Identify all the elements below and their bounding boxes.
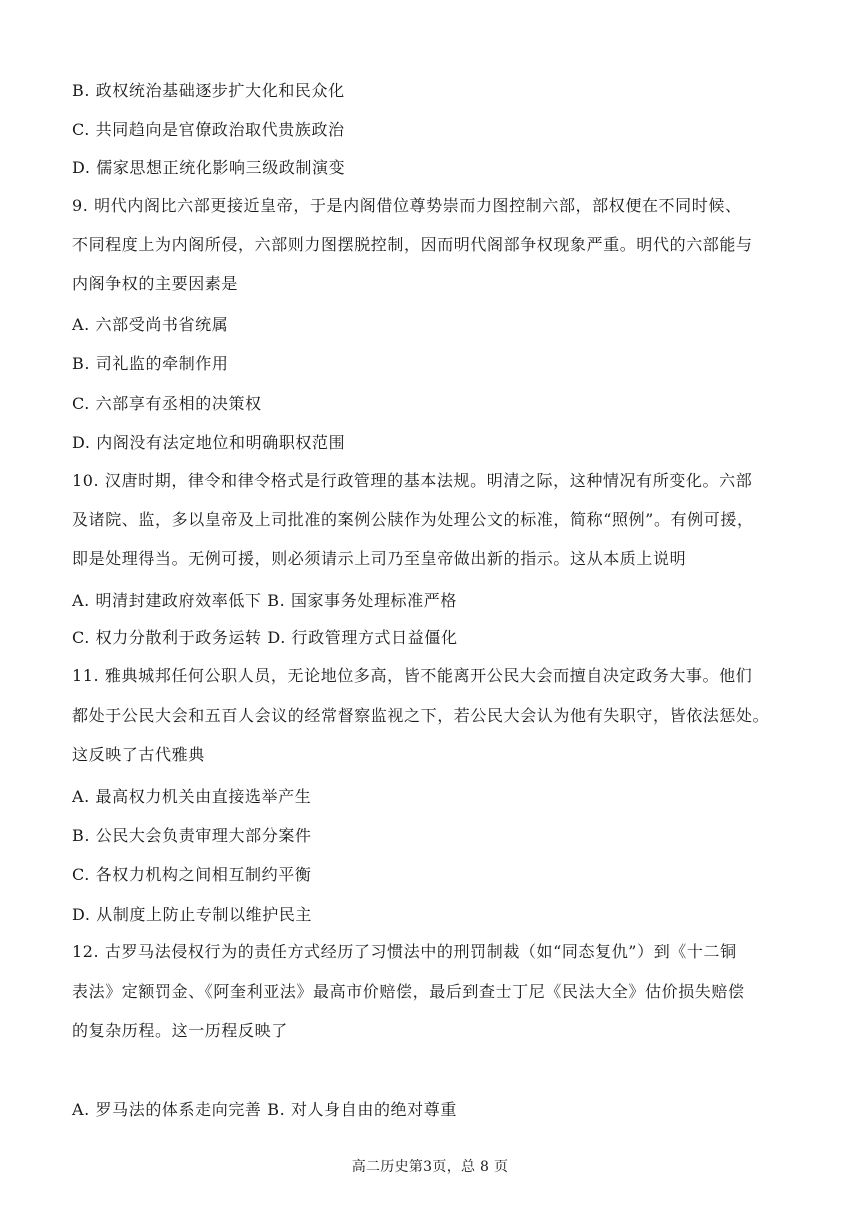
q10-stem-line-1: 10. 汉唐时期，律令和律令格式是行政管理的基本法规。明清之际，这种情况有所变化。六部 xyxy=(72,471,753,490)
q9-option-b: B. 司礼监的牵制作用 xyxy=(72,354,229,373)
q12-stem-line-1: 12. 古罗马法侵权行为的责任方式经历了习惯法中的刑罚制裁（如“同态复仇”）到《十二铜 xyxy=(72,942,737,961)
q11-option-d: D. 从制度上防止专制以维护民主 xyxy=(72,905,313,924)
q11-stem-line-1: 11. 雅典城邦任何公职人员，无论地位多高，皆不能离开公民大会而擅自决定政务大事。他们 xyxy=(72,666,753,685)
q11-option-b: B. 公民大会负责审理大部分案件 xyxy=(72,826,312,845)
q12-stem-line-2: 表法》定额罚金、《阿奎利亚法》最高市价赔偿，最后到查士丁尼《民法大全》估价损失赔偿 xyxy=(72,982,745,1001)
q10-options-ab: A. 明清封建政府效率低下 B. 国家事务处理标准严格 xyxy=(72,591,457,610)
q10-stem-line-3: 即是处理得当。无例可援，则必须请示上司乃至皇帝做出新的指示。这从本质上说明 xyxy=(72,549,687,568)
q12-stem-line-3: 的复杂历程。这一历程反映了 xyxy=(72,1021,288,1040)
q9-stem-line-1: 9. 明代内阁比六部更接近皇帝，于是内阁借位尊势崇而力图控制六部，部权便在不同时候、 xyxy=(72,196,742,215)
q12-options-ab: A. 罗马法的体系走向完善 B. 对人身自由的绝对尊重 xyxy=(72,1100,457,1119)
q11-option-c: C. 各权力机构之间相互制约平衡 xyxy=(72,865,312,884)
q9-stem-line-2: 不同程度上为内阁所侵，六部则力图摆脱控制，因而明代阁部争权现象严重。明代的六部能与 xyxy=(72,235,753,254)
q11-stem-line-3: 这反映了古代雅典 xyxy=(72,745,205,764)
q9-option-d: D. 内阁没有法定地位和明确职权范围 xyxy=(72,433,346,452)
q9-stem-line-3: 内阁争权的主要因素是 xyxy=(72,274,239,293)
q8-option-c: C. 共同趋向是官僚政治取代贵族政治 xyxy=(72,120,345,139)
q8-option-d: D. 儒家思想正统化影响三级政制演变 xyxy=(72,158,346,177)
q10-stem-line-2: 及诸院、监，多以皇帝及上司批准的案例公牍作为处理公文的标准，简称“照例”。有例可援， xyxy=(72,510,754,529)
page-footer: 高二历史第3页，总 8 页 xyxy=(351,1159,509,1175)
q9-option-a: A. 六部受尚书省统属 xyxy=(72,315,229,334)
q11-stem-line-2: 都处于公民大会和五百人会议的经常督察监视之下，若公民大会认为他有失职守，皆依法惩处。 xyxy=(72,706,770,725)
q8-option-b: B. 政权统治基础逐步扩大化和民众化 xyxy=(72,81,345,100)
q9-option-c: C. 六部享有丞相的决策权 xyxy=(72,394,262,413)
q11-option-a: A. 最高权力机关由直接选举产生 xyxy=(72,787,312,806)
q10-options-cd: C. 权力分散利于政务运转 D. 行政管理方式日益僵化 xyxy=(72,628,458,647)
